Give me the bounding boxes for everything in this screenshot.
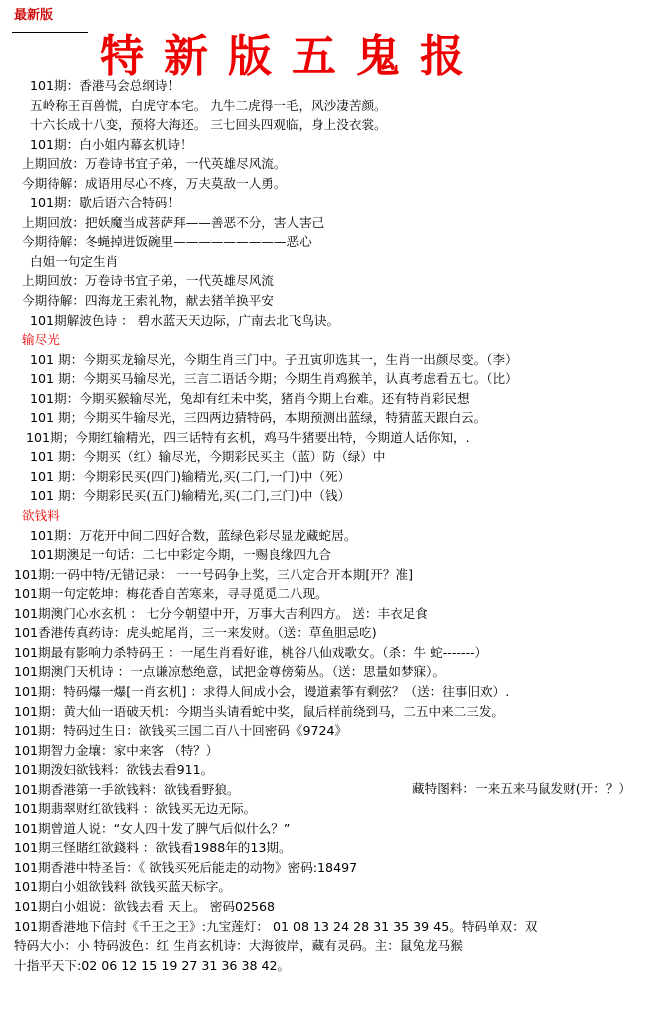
text-line: 今期待解：四海龙王索礼物，献去猪羊换平安	[22, 293, 274, 309]
text-line: 上期回放：万卷诗书宜子弟，一代英雄尽风流	[22, 273, 274, 289]
text-line: 101期白小姐说：欲钱去看 天上。 密码02568	[14, 898, 276, 914]
text-line: 101 期：今期彩民买(四门)输精光,买(二门,一门)中（死）	[30, 468, 351, 484]
text-line: 101期一句定乾坤：梅花香自苦寒来，寻寻觅觅二八现。	[14, 586, 328, 602]
text-line: 101 期：今期买龙输尽光，今期生肖三门中。子丑寅卯选其一，生肖一出颜尽变。（李）	[30, 351, 518, 367]
text-line: 特码大小：小 特码波色：红 生肖玄机诗：大海彼岸，藏有灵码。主：鼠兔龙马猴	[14, 938, 463, 954]
text-line: 101期澳门心水玄机 ： 七分今朝望中开，万事大吉利四方。 送：丰衣足食	[14, 605, 428, 621]
text-line: 五岭称王百兽慌，白虎守本宅。 九牛二虎得一毛，风沙凄苦颜。	[30, 97, 387, 113]
text-line: 101期泼妇欲钱料：欲钱去看911。	[14, 762, 214, 778]
text-line: 101期：黄大仙一语破天机：今期当头请看蛇中奖，鼠后样前绕到马，二五中来二三发。	[14, 703, 505, 719]
page-title: 特新版五鬼报	[100, 31, 484, 82]
text-line: 101期白小姐欲钱料 欲钱买蓝天标字。	[14, 879, 231, 895]
side-note: 藏特图料：一来五来马鼠发财(开：？）	[412, 781, 632, 796]
text-line: 101期；今期红输精光，四三话特有玄机，鸡马牛猪要出特，今期道人话你知，.	[26, 429, 470, 445]
text-line: 101期：特码爆一爆[一肖玄机] ：求得人间成小会，谩道素筝有剩弦？（送：往事旧欢）.	[14, 683, 510, 699]
text-line: 101期香港中特圣旨：《 欲钱买死后能走的动物》密码:18497	[14, 859, 358, 875]
text-line: 101香港传真药诗：虎头蛇尾肖，三一来发财。（送：草鱼胆忌吃)	[14, 625, 377, 641]
text-line: 101期香港地下信封《千王之王》:九宝莲灯： 01 08 13 24 28 31 35 39 45。特码单双：双	[14, 918, 538, 934]
header-tag: 最新版	[14, 8, 54, 23]
text-line: 上期回放：把妖魔当成菩萨拜——善恶不分，害人害己	[22, 214, 325, 230]
text-line: 101期智力金壤：家中来客 （特？）	[14, 742, 219, 758]
text-line: 101期：特码过生日：欲钱买三国二百八十回密码《9724》	[14, 723, 348, 739]
text-line: 101期：白小姐内幕玄机诗！	[30, 136, 193, 152]
text-line: 101期澳足一句话：二七中彩定今期，一赐良缘四九合	[30, 547, 332, 563]
text-line: 十指平天下:02 06 12 15 19 27 31 36 38 42。	[14, 957, 291, 973]
text-line: 101期三怪賭红欲錢料 ：欲钱看1988年的13期。	[14, 840, 292, 856]
text-line: 十六长成十八变，预将大海还。 三七回头四观临，身上没衣裳。	[30, 117, 387, 133]
section-heading: 欲钱料	[22, 508, 60, 524]
text-line: 101期：香港马会总纲诗！	[30, 78, 180, 93]
text-line: 白姐一句定生肖	[30, 253, 119, 269]
text-line: 101期澳门天机诗 ：一点谦凉愁绝意，试把金尊傍菊丛。（送：思量如梦寐）。	[14, 664, 446, 680]
text-line: 101 期：今期彩民买(五门)输精光,买(二门,三门)中（钱）	[30, 488, 351, 504]
text-line: 101 期；今期买牛输尽光，三四两边猜特码，本期预测出蓝绿，特猜蓝天跟白云。	[30, 410, 487, 426]
forecast-lines	[0, 76, 670, 975]
text-line: 101 期：今期买马输尽光，三言二语话今期；今期生肖鸡猴羊，认真考虑看五七。（比）	[30, 371, 518, 387]
text-line: 101期解波色诗 ： 碧水蓝天天边际，广南去北飞鸟诀。	[30, 312, 340, 328]
text-line: 101期香港第一手欲钱料：欲钱看野狼。	[14, 781, 240, 797]
text-line: 今期待解：冬蝇掉进饭碗里—————————恶心	[22, 234, 312, 250]
text-line: 101期：今期买猴输尽光，兔却有红未中奖，猪肖今期上台难。还有特肖彩民想	[30, 390, 470, 406]
text-line: 101期曾道人说：“女人四十发了脾气后似什么？”	[14, 820, 291, 836]
section-heading: 输尽光	[22, 332, 60, 348]
header-rule	[12, 32, 88, 33]
text-line: 101期:一码中特/无错记录： 一一号码争上奖，三八定合开本期[开？准]	[14, 566, 413, 582]
text-line: 101期：万花开中间二四好合数，蓝绿色彩尽显龙藏蛇居。	[30, 527, 357, 543]
text-line: 101期翡翠财红欲钱料 ：欲钱买无边无际。	[14, 801, 257, 817]
text-line: 101期：歇后语六合特码！	[30, 195, 180, 211]
text-line: 101 期：今期买（红）输尽光，今期彩民买主（蓝）防（绿）中	[30, 449, 386, 465]
text-line: 上期回放：万卷诗书宜子弟，一代英雄尽风流。	[22, 156, 287, 172]
text-line: 101期最有影响力杀特码王 ：一尾生肖看好谁，桃谷八仙戏歌女。（杀：牛 蛇-------）	[14, 644, 488, 660]
text-line: 今期待解：成语用尽心不疼，万夫莫敌一人勇。	[22, 175, 287, 191]
